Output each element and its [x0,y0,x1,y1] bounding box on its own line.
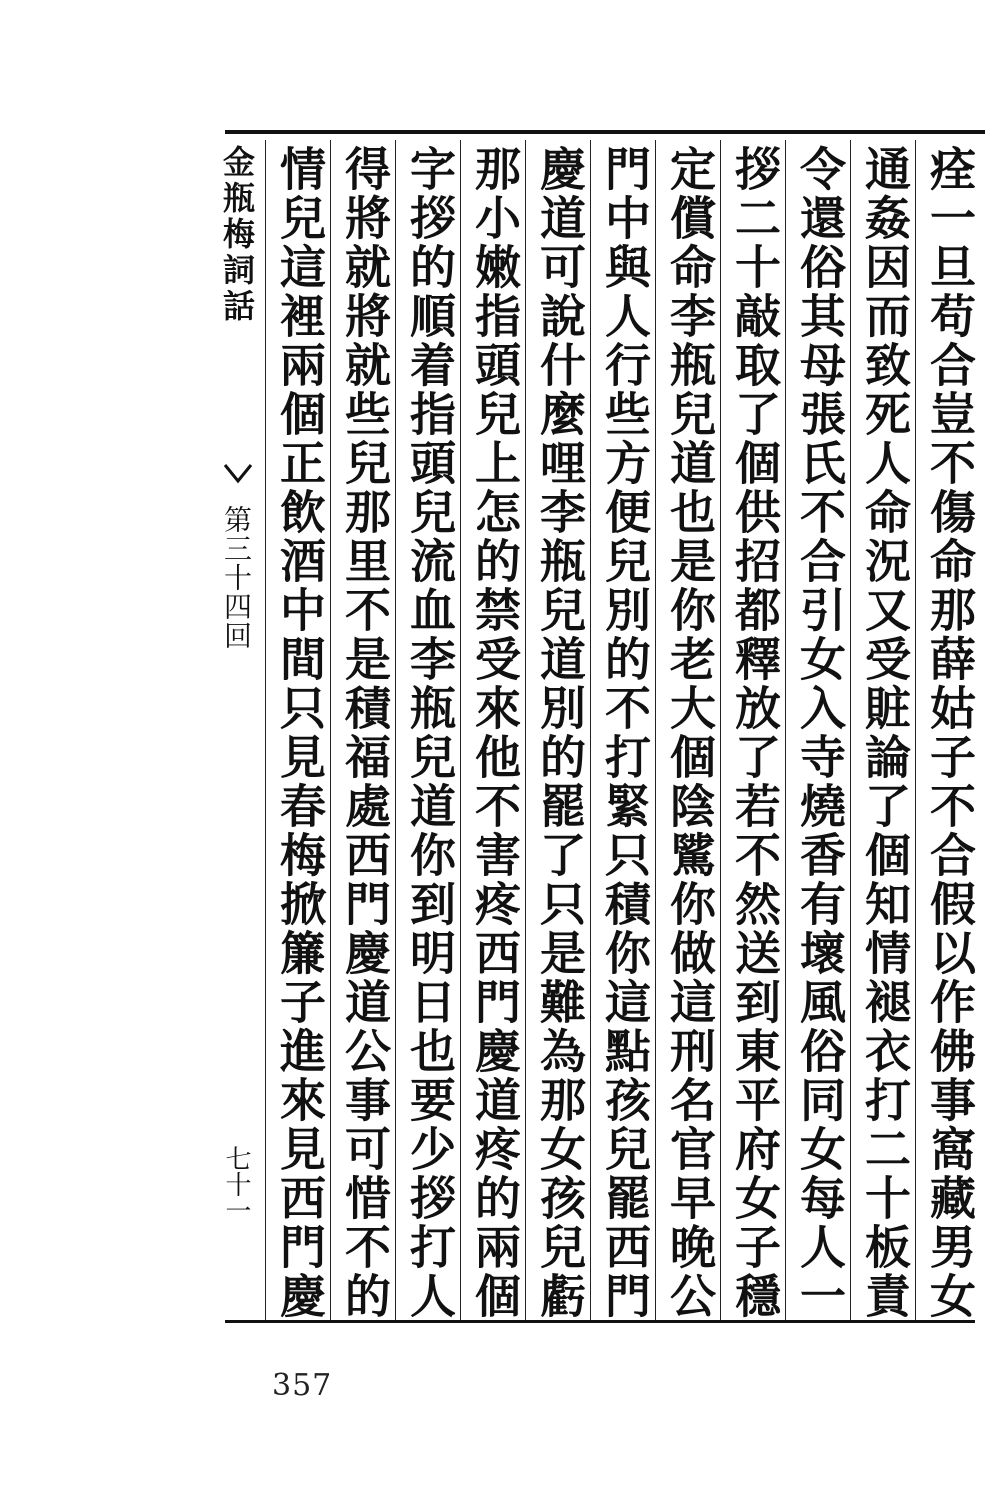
top-border-rule [225,130,985,134]
column-divider [720,140,721,1320]
text-column-4: 拶二十敲取了個供招都釋放了若不然送到東平府女子穩 [728,145,782,1321]
column-divider [590,140,591,1320]
text-column-10: 得將就將就些兒那里不是積福處西門慶道公事可惜不的 [338,145,392,1321]
column-divider [330,140,331,1320]
text-column-7: 慶道可說什麼哩李瓶兒道別的罷了只是難為那女孩兒虧 [533,145,587,1321]
fish-tail-mark-icon [223,463,253,493]
text-column-6: 門中與人行些方便兒別的不打緊只積你這點孩兒罷西門 [598,145,652,1321]
page-number: 357 [272,1368,333,1403]
folio-number: 七十一 [221,1145,251,1223]
book-title: 金瓶梅詞話 [218,145,256,325]
column-divider [395,140,396,1320]
column-divider [915,140,916,1320]
text-column-9: 字拶的順着指頭兒流血李瓶兒道你到明日也要少拶打人 [403,145,457,1321]
column-divider [525,140,526,1320]
text-column-11: 情兒這裡兩個正飲酒中間只見春梅掀簾子進來見西門慶 [273,145,327,1321]
page-frame [215,120,985,1335]
text-column-8: 那小嫩指頭兒上怎的禁受來他不害疼西門慶道疼的兩個 [468,145,522,1321]
column-divider [850,140,851,1320]
column-divider [460,140,461,1320]
chapter-label: 第三十四回 [220,505,253,650]
block-margin-column [215,145,255,1320]
text-column-2: 通姦因而致死人命況又受賍論了個知情褪衣打二十板責 [858,145,912,1321]
column-divider [785,140,786,1320]
text-column-1: 痊一旦苟合豈不傷命那薛姑子不合假以作佛事窩藏男女 [923,145,977,1321]
text-column-5: 定償命李瓶兒道也是你老大個陰騭你做這刑名官早晚公 [663,145,717,1321]
text-column-3: 令還俗其母張氏不合引女入寺燒香有壞風俗同女每人一 [793,145,847,1321]
column-divider [655,140,656,1320]
column-divider [265,140,266,1320]
